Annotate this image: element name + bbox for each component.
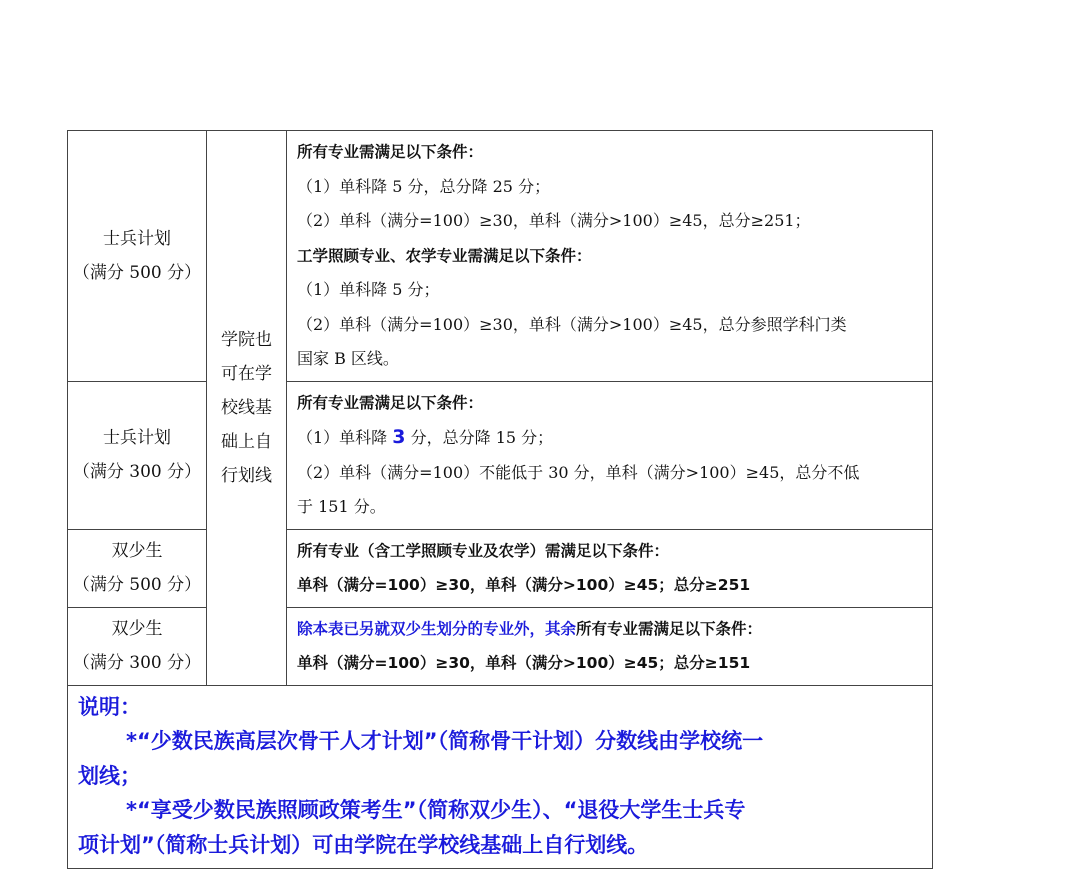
condition-line: （2）单科（满分=100）≥30，单科（满分>100）≥45，总分参照学科门类 [297, 314, 847, 334]
plan-score: （满分 300 分） [72, 462, 202, 482]
conditions-cell [287, 607, 933, 685]
condition-line [297, 420, 932, 456]
condition-line: 国家 B 区线。 [297, 349, 399, 368]
note-line: *“少数民族高层次骨干人才计划”（简称骨干计划）分数线由学校统一 [126, 729, 764, 753]
plan-name: 士兵计划 [103, 428, 171, 448]
plan-cell [68, 607, 207, 685]
table-row [68, 381, 933, 529]
plan-name: 双少生 [111, 541, 163, 561]
conditions-cell [287, 529, 933, 607]
college-line-note-cell [207, 131, 287, 686]
highlighted-number: 3 [392, 426, 406, 448]
note-title: 说明： [78, 694, 141, 719]
condition-line: （1）单科降 5 分，总分降 25 分； [297, 176, 551, 196]
condition-heading: 所有专业（含工学照顾专业及农学）需满足以下条件： [297, 541, 670, 560]
condition-heading: 工学照顾专业、农学专业需满足以下条件： [297, 246, 592, 265]
conditions-cell [287, 381, 933, 529]
condition-heading: 所有专业需满足以下条件： [297, 393, 484, 412]
note-line: *“享受少数民族照顾政策考生”（简称双少生）、“退役大学生士兵专 [126, 798, 746, 822]
table-row [68, 529, 933, 607]
plan-cell [68, 131, 207, 382]
condition-line: 于 151 分。 [297, 497, 386, 516]
plan-name: 双少生 [111, 619, 163, 639]
college-line-text: 校线基 [221, 397, 272, 418]
college-line-text: 学院也 [221, 329, 272, 350]
admission-score-table [67, 130, 933, 869]
note-row [68, 685, 933, 869]
condition-line: （1）单科降 5 分； [297, 280, 440, 299]
plan-cell [68, 381, 207, 529]
highlighted-text: 除本表已另就双少生划分的专业外，其余 [297, 619, 577, 638]
plan-score: （满分 500 分） [72, 575, 202, 595]
condition-heading [297, 612, 932, 647]
note-line: 项计划”（简称士兵计划）可由学院在学校线基础上自行划线。 [78, 832, 649, 857]
condition-line: （2）单科（满分=100）不能低于 30 分，单科（满分>100）≥45，总分不低 [297, 462, 860, 482]
condition-text: 分，总分降 15 分； [405, 428, 554, 447]
college-line-text: 可在学 [221, 363, 272, 384]
table-row [68, 607, 933, 685]
condition-line: 单科（满分=100）≥30，单科（满分>100）≥45；总分≥151 [297, 654, 751, 672]
condition-text: （1）单科降 [297, 428, 393, 447]
plan-score: （满分 500 分） [72, 262, 202, 283]
note-cell [68, 685, 933, 869]
plan-cell [68, 529, 207, 607]
table-row [68, 131, 933, 382]
condition-line: 单科（满分=100）≥30，单科（满分>100）≥45；总分≥251 [297, 576, 751, 594]
plan-name: 士兵计划 [103, 228, 171, 249]
condition-heading: 所有专业需满足以下条件： [297, 143, 484, 161]
condition-line: （2）单科（满分=100）≥30，单科（满分>100）≥45，总分≥251； [297, 211, 811, 230]
plan-score: （满分 300 分） [72, 653, 202, 673]
college-line-text: 础上自 [221, 431, 272, 452]
condition-text: 所有专业需满足以下条件： [576, 619, 763, 638]
conditions-cell [287, 131, 933, 382]
college-line-text: 行划线 [221, 465, 272, 486]
note-line: 划线； [78, 763, 141, 788]
